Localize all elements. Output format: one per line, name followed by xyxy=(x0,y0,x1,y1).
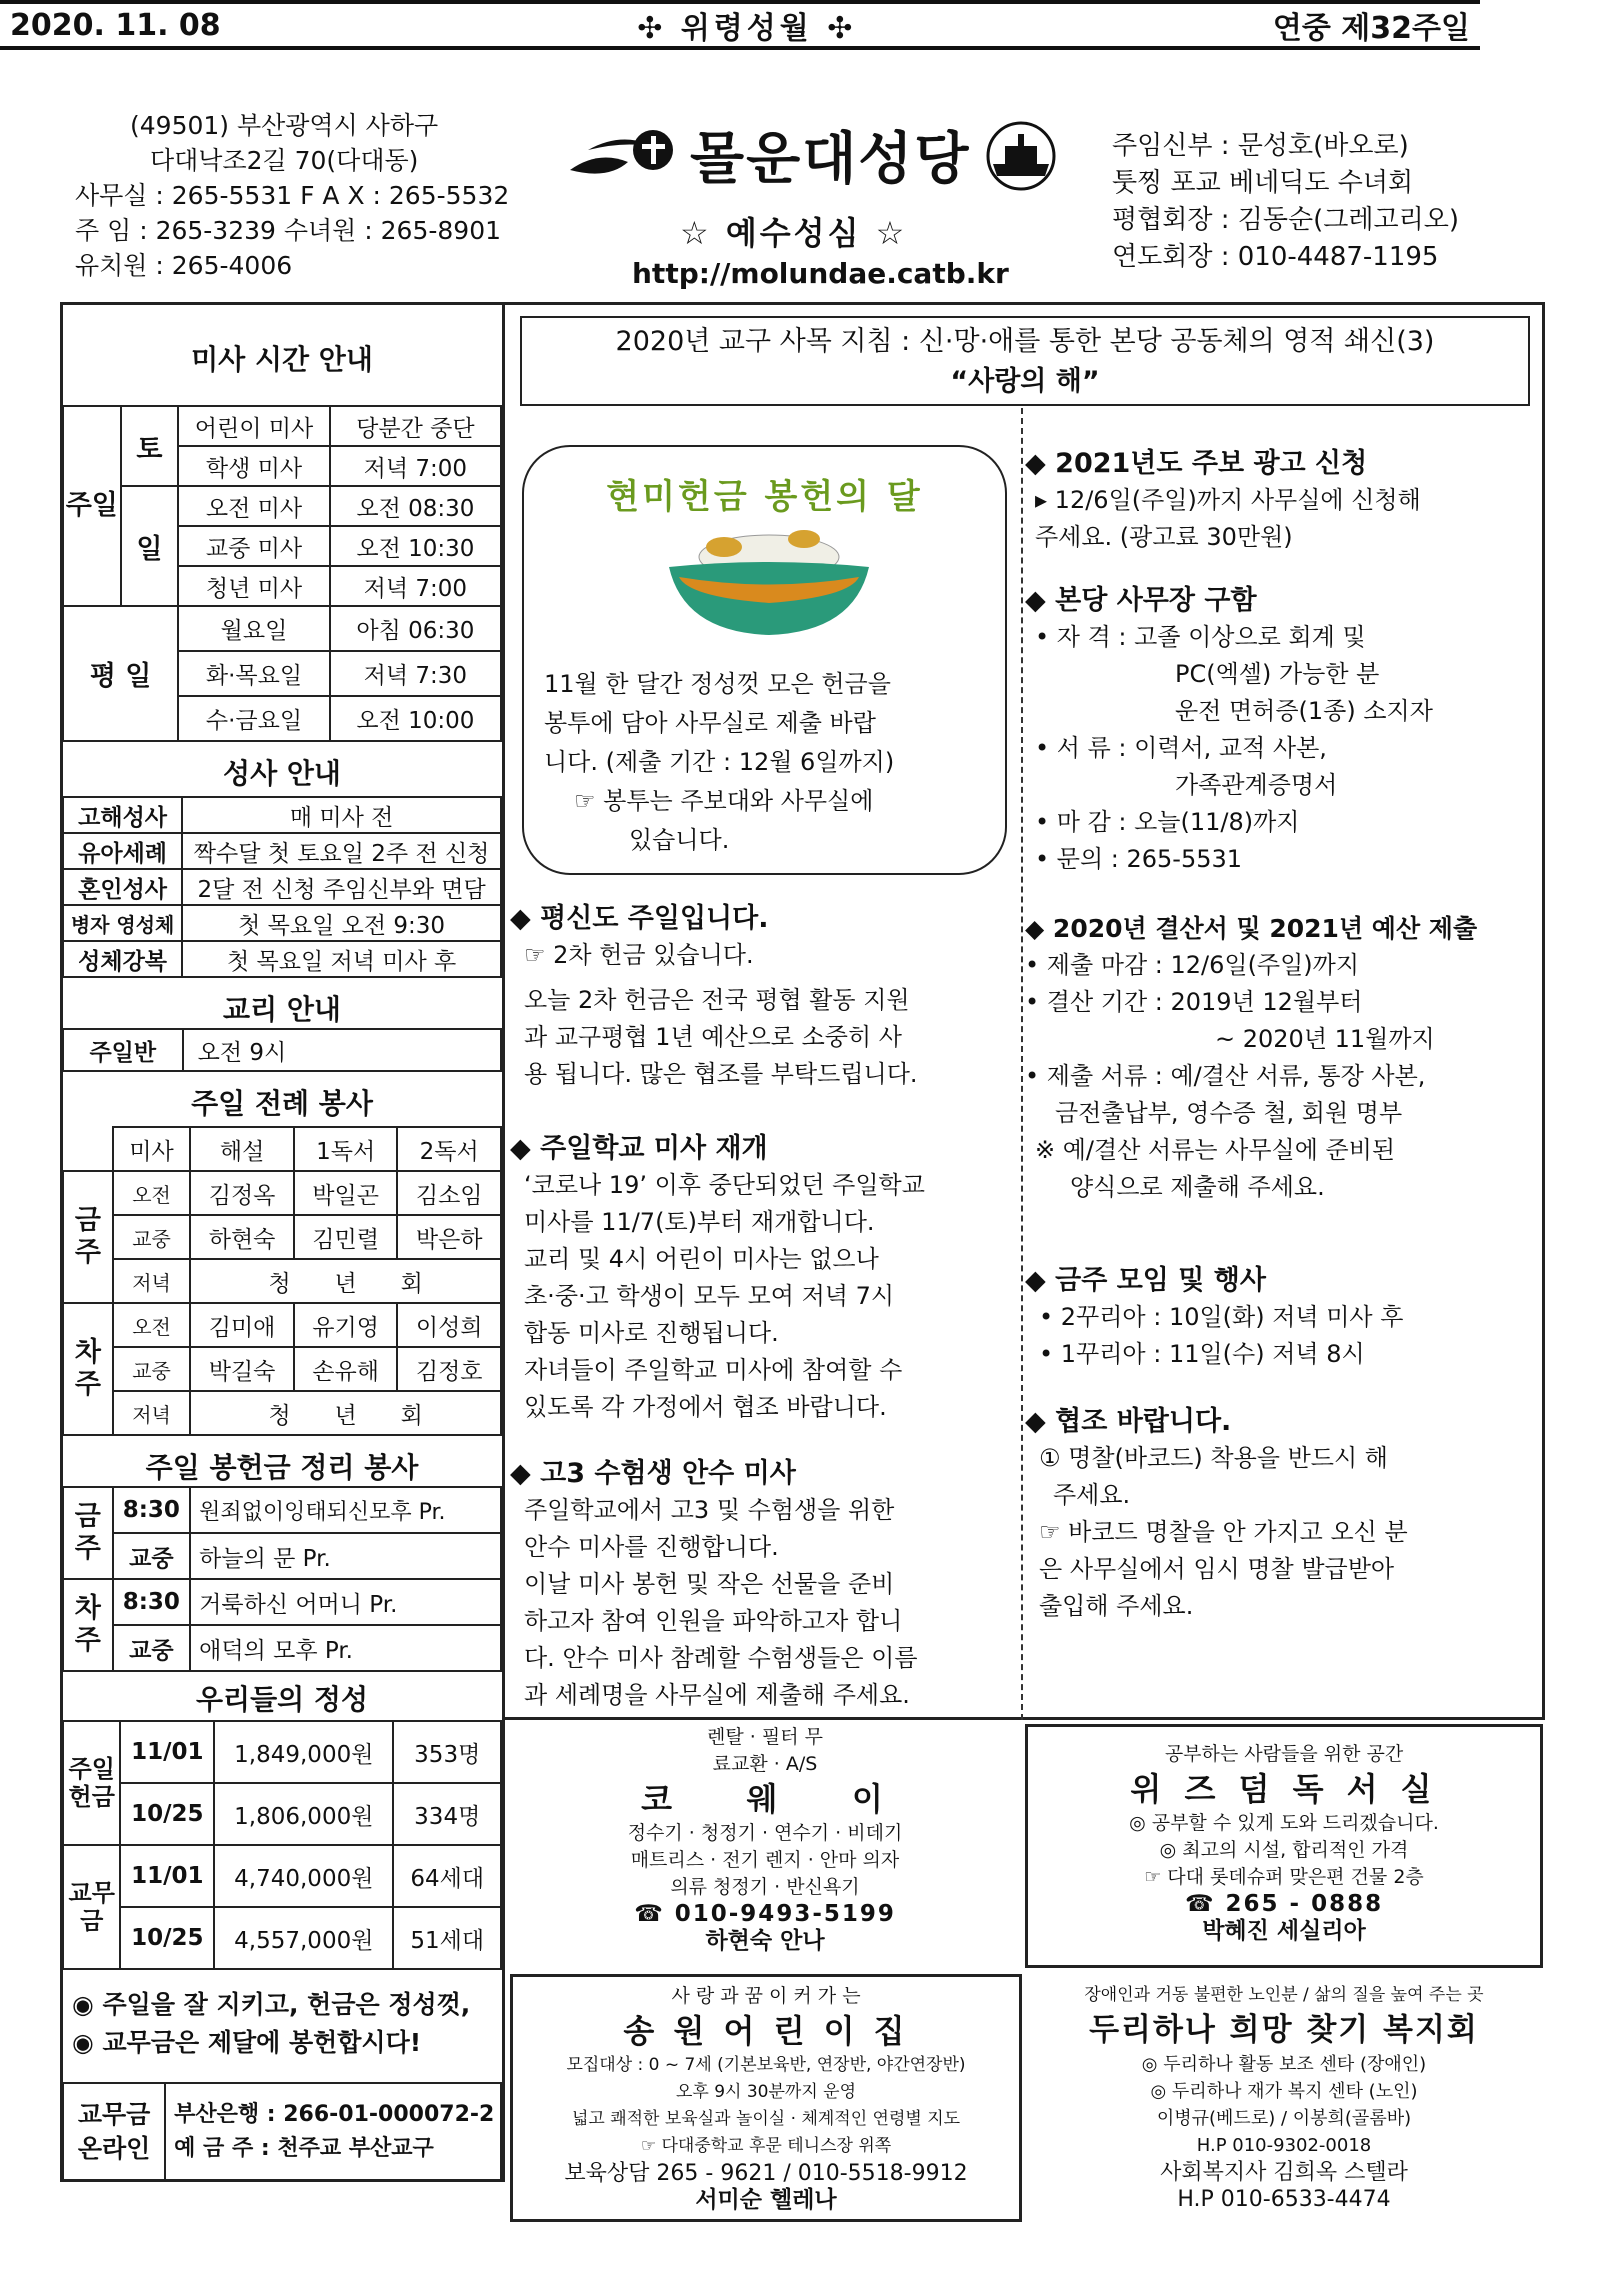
liturgical-month: ✣ 위령성월 ✣ xyxy=(637,11,857,46)
article-title: ◆ 협조 바랍니다. xyxy=(1025,1406,1232,1437)
article-line: 합동 미사로 진행됩니다. xyxy=(524,1319,779,1347)
offering-date: 10/25 xyxy=(120,1907,214,1969)
address-block xyxy=(75,108,509,283)
rice-line: 있습니다. xyxy=(629,826,730,854)
article-line: 주일학교에서 고3 및 수험생을 위한 xyxy=(524,1496,895,1524)
rice-line: 니다. (제출 기간 : 12월 6일까지) xyxy=(544,748,895,776)
ad-line: ◎ 두리하나 재가 복지 센타 (노인) xyxy=(1150,2081,1418,2102)
pastor: 주임신부 : 문성호(바오로) xyxy=(1112,131,1409,161)
article-line: 과 교구평협 1년 예산으로 소중히 사 xyxy=(524,1023,902,1051)
welfare-ad xyxy=(1025,1974,1543,2222)
mass-slot: 8:30 xyxy=(113,1579,191,1625)
sacrament-value: 짝수달 첫 토요일 2주 전 신청 xyxy=(182,833,501,869)
presidium: 거룩하신 어머니 Pr. xyxy=(190,1579,501,1625)
office-phone: 사무실 : 265-5531 F A X : 265-5532 xyxy=(75,181,510,210)
offering-date: 11/01 xyxy=(120,1721,214,1783)
article-line: 과 세례명을 사무실에 제출해 주세요. xyxy=(524,1681,910,1709)
youth-group: 청 년 회 xyxy=(190,1391,501,1435)
liturgy-table xyxy=(62,1126,502,1436)
ad-line: 사 랑 과 꿈 이 커 가 는 xyxy=(671,1985,861,2007)
next-week-label: 차주 xyxy=(63,1579,113,1671)
ad-line: ◎ 공부할 수 있게 도와 드리겠습니다. xyxy=(1129,1812,1439,1834)
slogan-line: ◉ 주일을 잘 지키고, 헌금은 정성껏, xyxy=(72,1990,471,2019)
church-logo-icon xyxy=(568,120,686,192)
ad-line: ◎ 최고의 시설, 합리적인 가격 xyxy=(1159,1839,1409,1861)
issue-date: 2020. 11. 08 xyxy=(10,7,221,43)
article-line: • 1꾸리아 : 11일(수) 저녁 8시 xyxy=(1039,1340,1365,1368)
article-line: • 자 격 : 고졸 이상으로 회계 및 xyxy=(1035,623,1366,651)
kindergarten-phone: 유치원 : 265-4006 xyxy=(75,251,293,280)
reader-1: 손유해 xyxy=(294,1347,398,1391)
article-line: 오늘 2차 헌금은 전국 평협 활동 지원 xyxy=(524,986,910,1014)
offering-count: 334명 xyxy=(393,1783,501,1845)
article-line: • 결산 기간 : 2019년 12월부터 xyxy=(1025,988,1363,1016)
article-line: 교리 및 4시 어린이 미사는 없으나 xyxy=(524,1245,879,1273)
parish-dues-label: 교무금 xyxy=(63,1845,120,1969)
presidium: 애덕의 모후 Pr. xyxy=(190,1625,501,1671)
ad-line: ◎ 두리하나 활동 보조 센타 (장애인) xyxy=(1141,2054,1427,2075)
council-president: 평협회장 : 김동순(그레고리오) xyxy=(1112,205,1459,235)
offering-service-table xyxy=(62,1486,502,1672)
article-line: ‘코로나 19’ 이후 중단되었던 주일학교 xyxy=(524,1171,925,1199)
doctrine-table xyxy=(62,1028,502,1072)
slogan xyxy=(72,1986,470,2062)
mass-slot: 교중 xyxy=(113,1215,191,1259)
mass-time: 당분간 중단 xyxy=(330,406,501,446)
article-line: 다. 안수 미사 참례할 수험생들은 이름 xyxy=(524,1644,918,1672)
rice-line: 봉투에 담아 사무실로 제출 바랍 xyxy=(544,709,876,737)
church-motto: ☆ 예수성심 ☆ xyxy=(680,214,908,252)
mass-time: 오전 10:00 xyxy=(330,696,501,741)
sunday-label: 주일 xyxy=(63,406,121,606)
sunday-offering-label: 주일헌금 xyxy=(63,1721,120,1845)
article-title: ◆ 2020년 결산서 및 2021년 예산 제출 xyxy=(1025,914,1478,943)
article-title: ◆ 금주 모임 및 행사 xyxy=(1025,1265,1266,1296)
article-line: ① 명찰(바코드) 착용을 반드시 해 xyxy=(1039,1444,1388,1472)
article-line: • 문의 : 265-5531 xyxy=(1035,845,1243,873)
rice-banner: 현미헌금 봉헌의 달 xyxy=(606,477,923,517)
sacrament-label: 유아세례 xyxy=(63,833,182,869)
mass-time: 저녁 7:30 xyxy=(330,651,501,696)
ad-name: 위 즈 덤 독 서 실 xyxy=(1130,1770,1438,1808)
article-line: ☞ 2차 헌금 있습니다. xyxy=(524,941,754,969)
exam-article xyxy=(510,1455,1020,1714)
offering-amount: 4,557,000원 xyxy=(214,1907,393,1969)
article-title: ◆ 2021년도 주보 광고 신청 xyxy=(1025,448,1368,479)
sunday-school-article xyxy=(510,1130,1020,1426)
ad-name: 두리하나 희망 찾기 복지회 xyxy=(1089,2012,1479,2048)
ad-name: 송 원 어 린 이 집 xyxy=(623,2012,909,2050)
bank-info xyxy=(165,2083,501,2181)
article-line: 있도록 각 가정에서 협조 바랍니다. xyxy=(524,1393,887,1421)
ad-phone: ☎ 265 - 0888 xyxy=(1184,1891,1384,1917)
ad-line: 정수기 · 청정기 · 연수기 · 비데기 xyxy=(627,1822,903,1844)
sacrament-label: 혼인성사 xyxy=(63,869,182,905)
pastoral-box xyxy=(520,316,1530,406)
mass-slot: 8:30 xyxy=(113,1487,191,1533)
mass-time: 오전 10:30 xyxy=(330,526,501,566)
offering-count: 51세대 xyxy=(393,1907,501,1969)
reader-2: 이성희 xyxy=(397,1303,501,1347)
church-seal-icon xyxy=(985,120,1057,192)
office-job-article xyxy=(1025,582,1545,878)
ad-notice-article xyxy=(1025,445,1545,556)
article-line: 하고자 참여 인원을 파악하고자 합니 xyxy=(524,1607,903,1635)
ad-contact: 서미순 헬레나 xyxy=(695,2187,837,2213)
ad-line: 모집대상 : 0 ~ 7세 (기본보육반, 연장반, 야간연장반) xyxy=(566,2055,966,2075)
sacrament-value: 2달 전 신청 주임신부와 면담 xyxy=(182,869,501,905)
mass-table xyxy=(62,405,502,742)
article-line: 미사를 11/7(토)부터 재개합니다. xyxy=(524,1208,875,1236)
sacrament-label: 성체강복 xyxy=(63,941,182,977)
youth-group: 청 년 회 xyxy=(190,1259,501,1303)
article-line: 금전출납부, 영수증 철, 회원 명부 xyxy=(1055,1099,1403,1127)
ad-line: 오후 9시 30분까지 운영 xyxy=(675,2082,857,2102)
this-week-label: 금주 xyxy=(63,1487,113,1579)
rice-text xyxy=(544,665,894,860)
article-line: 주세요. (광고료 30만원) xyxy=(1035,523,1293,551)
ad-phone: 보육상담 265 - 9621 / 010-5518-9912 xyxy=(564,2161,968,2186)
presidium: 하늘의 문 Pr. xyxy=(190,1533,501,1579)
article-title: ◆ 본당 사무장 구함 xyxy=(1025,585,1257,616)
rice-line: ☞ 봉투는 주보대와 사무실에 xyxy=(574,787,874,815)
article-line: 초·중·고 학생이 모두 모여 저녁 7시 xyxy=(524,1282,895,1310)
blank-cell xyxy=(63,1127,113,1171)
article-line: • 제출 마감 : 12/6일(주일)까지 xyxy=(1025,951,1360,979)
liturgy-head: 미사 xyxy=(113,1127,191,1171)
ad-phone: H.P 010-6533-4474 xyxy=(1177,2187,1391,2212)
article-line: 운전 면허증(1종) 소지자 xyxy=(1175,697,1433,725)
address-line: 다대낙조2길 70(다대동) xyxy=(150,146,419,175)
mass-name: 월요일 xyxy=(178,606,330,651)
article-line: 가족관계증명서 xyxy=(1175,771,1338,799)
mass-name: 오전 미사 xyxy=(178,486,330,526)
ad-contact: 하현숙 안나 xyxy=(705,1928,825,1954)
article-line: • 마 감 : 오늘(11/8)까지 xyxy=(1035,808,1300,836)
mass-name: 청년 미사 xyxy=(178,566,330,606)
church-name: 몰운대성당 xyxy=(690,127,971,192)
pastoral-motto: “사랑의 해” xyxy=(950,366,1100,397)
ad-line: ☞ 다대 롯데슈퍼 맞은편 건물 2층 xyxy=(1144,1866,1424,1888)
article-line: ☞ 바코드 명찰을 안 가지고 오신 분 xyxy=(1039,1518,1408,1546)
daycare-ad xyxy=(510,1974,1022,2222)
ad-line: 매트리스 · 전기 렌지 · 안마 의자 xyxy=(630,1849,900,1871)
mass-time: 오전 08:30 xyxy=(330,486,501,526)
ad-line: 넓고 쾌적한 보육실과 놀이실 · 체계적인 연령별 지도 xyxy=(571,2109,961,2129)
address-line: (49501) 부산광역시 사하구 xyxy=(130,111,439,140)
offering-amount: 1,806,000원 xyxy=(214,1783,393,1845)
mass-name: 화·목요일 xyxy=(178,651,330,696)
article-line: ※ 예/결산 서류는 사무실에 준비된 xyxy=(1035,1136,1396,1164)
liturgy-head: 1독서 xyxy=(294,1127,398,1171)
ad-line: 렌탈 · 필터 무 xyxy=(707,1726,823,1748)
online-table xyxy=(62,2082,502,2182)
next-week-label: 차주 xyxy=(63,1303,113,1435)
liturgical-week: 연중 제32주일 xyxy=(1272,11,1470,46)
doctrine-title: 교리 안내 xyxy=(223,993,341,1026)
doctrine-value: 오전 9시 xyxy=(183,1029,501,1071)
ad-line: H.P 010-9302-0018 xyxy=(1196,2135,1372,2156)
article-line: 주세요. xyxy=(1053,1481,1131,1509)
mass-slot: 저녁 xyxy=(113,1259,191,1303)
rice-bowl-icon xyxy=(654,517,884,647)
ad-line: 사회복지사 김희옥 스텔라 xyxy=(1160,2160,1408,2185)
sacrament-value: 첫 목요일 저녁 미사 후 xyxy=(182,941,501,977)
account-holder: 예 금 주 : 천주교 부산교구 xyxy=(174,2136,434,2161)
top-bar xyxy=(0,0,1480,50)
article-line: 안수 미사를 진행합니다. xyxy=(524,1533,779,1561)
article-line: ▸ 12/6일(주일)까지 사무실에 신청해 xyxy=(1035,486,1421,514)
mass-time: 저녁 7:00 xyxy=(330,566,501,606)
offerings-title: 우리들의 정성 xyxy=(195,1683,369,1716)
mass-time: 아침 06:30 xyxy=(330,606,501,651)
offering-amount: 1,849,000원 xyxy=(214,1721,393,1783)
pastoral-line: 2020년 교구 사목 지침 : 신·망·애를 통한 본당 공동체의 영적 쇄신(3) xyxy=(615,326,1435,357)
reader-1: 김민렬 xyxy=(294,1215,398,1259)
weekday-label: 평 일 xyxy=(63,606,178,741)
commentator: 하현숙 xyxy=(190,1215,294,1259)
ad-line: 장애인과 거동 불편한 노인분 / 삶의 질을 높여 주는 곳 xyxy=(1084,1985,1484,2005)
article-title: ◆ 주일학교 미사 재개 xyxy=(510,1133,768,1164)
ad-phone: ☎ 010-9493-5199 xyxy=(634,1901,896,1927)
ad-name: 코 웨 이 xyxy=(641,1780,889,1818)
reader-2: 김정호 xyxy=(397,1347,501,1391)
commentator: 박길숙 xyxy=(190,1347,294,1391)
rice-offering-box xyxy=(522,445,1007,875)
reader-1: 유기영 xyxy=(294,1303,398,1347)
reader-1: 박일곤 xyxy=(294,1171,398,1215)
rice-line: 11월 한 달간 정성껏 모은 헌금을 xyxy=(544,670,891,698)
mass-name: 어린이 미사 xyxy=(178,406,330,446)
offering-count: 64세대 xyxy=(393,1845,501,1907)
offering-service-title: 주일 봉헌금 정리 봉사 xyxy=(145,1451,419,1484)
article-line: 양식으로 제출해 주세요. xyxy=(1070,1173,1325,1201)
staff-block xyxy=(1112,128,1459,276)
sacrament-label: 병자 영성체 xyxy=(63,905,182,941)
mass-slot: 교중 xyxy=(113,1533,191,1579)
commentator: 김정옥 xyxy=(190,1171,294,1215)
bank-account: 부산은행 : 266-01-000072-2 xyxy=(174,2102,495,2127)
article-line: PC(엑셀) 가능한 분 xyxy=(1175,660,1380,688)
mass-name: 교중 미사 xyxy=(178,526,330,566)
mass-name: 수·금요일 xyxy=(178,696,330,741)
wisdom-ad xyxy=(1025,1724,1543,1968)
article-line: 용 됩니다. 많은 협조를 부탁드립니다. xyxy=(524,1060,918,1088)
coway-ad xyxy=(510,1722,1020,1970)
sacrament-label: 고해성사 xyxy=(63,797,182,833)
article-line: 이날 미사 봉헌 및 작은 선물을 준비 xyxy=(524,1570,895,1598)
sacrament-table xyxy=(62,796,502,978)
mass-slot: 저녁 xyxy=(113,1391,191,1435)
ad-contact: 박혜진 세실리아 xyxy=(1202,1918,1366,1944)
this-week-label: 금주 xyxy=(63,1171,113,1303)
rectory-phone: 주 임 : 265-3239 수녀원 : 265-8901 xyxy=(75,216,501,245)
ad-line: 이병규(베드로) / 이봉희(골롬바) xyxy=(1156,2108,1412,2129)
article-line: • 2꾸리아 : 10일(화) 저녁 미사 후 xyxy=(1039,1303,1404,1331)
offerings-table xyxy=(62,1720,502,1970)
ad-line: 의류 청정기 · 반신욕기 xyxy=(670,1876,860,1898)
offering-date: 11/01 xyxy=(120,1845,214,1907)
yeondo-president: 연도회장 : 010-4487-1195 xyxy=(1112,242,1439,272)
ad-line: 료교환 · A/S xyxy=(712,1753,818,1775)
mass-slot: 교중 xyxy=(113,1625,191,1671)
presidium: 원죄없이잉태되신모후 Pr. xyxy=(190,1487,501,1533)
liturgy-head: 2독서 xyxy=(397,1127,501,1171)
sisters: 툿찡 포교 베네딕도 수녀회 xyxy=(1112,168,1414,198)
sunday-day-label: 일 xyxy=(121,486,179,606)
slogan-line: ◉ 교무금은 제달에 봉헌합시다! xyxy=(72,2028,422,2057)
cooperate-article xyxy=(1025,1403,1545,1625)
online-label: 교무금 온라인 xyxy=(63,2083,165,2181)
sacrament-value: 매 미사 전 xyxy=(182,797,501,833)
budget-article xyxy=(1025,910,1545,1206)
offering-date: 10/25 xyxy=(120,1783,214,1845)
article-line: 자녀들이 주일학교 미사에 참여할 수 xyxy=(524,1356,903,1384)
article-line: • 제출 서류 : 예/결산 서류, 통장 사본, xyxy=(1025,1062,1426,1090)
article-line: • 서 류 : 이력서, 교적 사본, xyxy=(1035,734,1327,762)
liturgy-title: 주일 전례 봉사 xyxy=(191,1087,373,1120)
laity-article xyxy=(510,900,1020,1093)
article-line: 출입해 주세요. xyxy=(1039,1592,1194,1620)
mass-slot: 오전 xyxy=(113,1303,191,1347)
mass-time: 저녁 7:00 xyxy=(330,446,501,486)
meetings-article xyxy=(1025,1262,1545,1373)
doctrine-label: 주일반 xyxy=(63,1029,183,1071)
offering-count: 353명 xyxy=(393,1721,501,1783)
liturgy-head: 해설 xyxy=(190,1127,294,1171)
article-line: 은 사무실에서 임시 명찰 발급받아 xyxy=(1039,1555,1395,1583)
saturday-label: 토 xyxy=(121,406,179,486)
ad-line: 공부하는 사람들을 위한 공간 xyxy=(1164,1743,1404,1765)
commentator: 김미애 xyxy=(190,1303,294,1347)
sacrament-value: 첫 목요일 오전 9:30 xyxy=(182,905,501,941)
article-title: ◆ 고3 수험생 안수 미사 xyxy=(510,1458,796,1489)
mass-name: 학생 미사 xyxy=(178,446,330,486)
mass-slot: 교중 xyxy=(113,1347,191,1391)
church-url[interactable]: http://molundae.catb.kr xyxy=(632,257,1009,290)
reader-2: 박은하 xyxy=(397,1215,501,1259)
offering-amount: 4,740,000원 xyxy=(214,1845,393,1907)
sacrament-title: 성사 안내 xyxy=(223,757,341,790)
reader-2: 김소임 xyxy=(397,1171,501,1215)
mass-slot: 오전 xyxy=(113,1171,191,1215)
article-line: ~ 2020년 11월까지 xyxy=(1215,1025,1435,1053)
mass-title: 미사 시간 안내 xyxy=(191,343,373,376)
article-title: ◆ 평신도 주일입니다. xyxy=(510,903,769,934)
column-divider xyxy=(1021,408,1023,1720)
ad-line: ☞ 다대중학교 후문 테니스장 위쪽 xyxy=(640,2136,892,2156)
